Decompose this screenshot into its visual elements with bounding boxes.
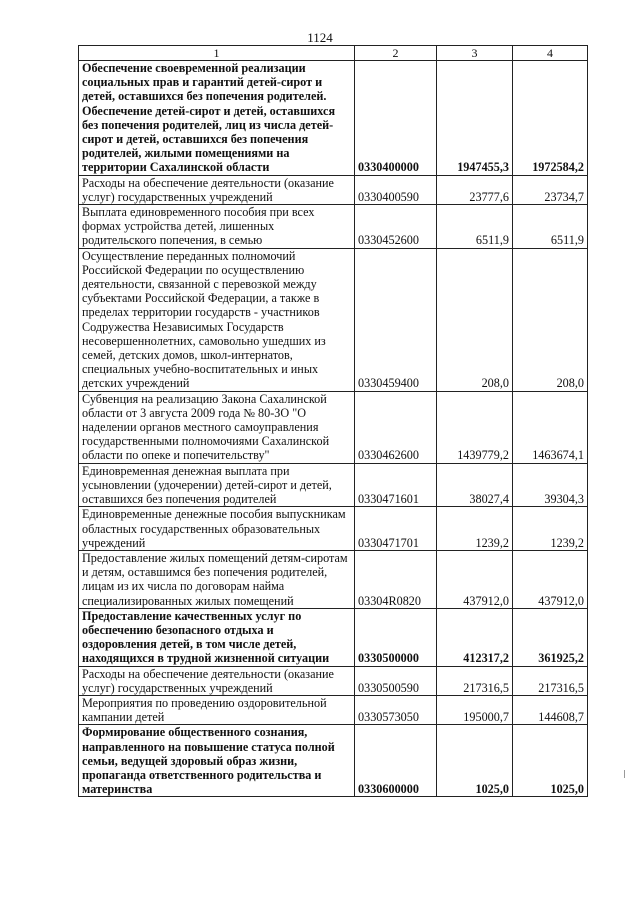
row-code: 0330400000 <box>355 61 437 176</box>
row-value-1: 1439779,2 <box>437 391 513 463</box>
row-value-2: 437912,0 <box>513 550 588 608</box>
row-value-1: 217316,5 <box>437 666 513 695</box>
row-name: Обеспечение своевременной реализации социальных прав и гарантий детей-сирот и детей, оставшихся без попечения родителей. Обеспечение детей-сирот и детей, оставшихся без попечения родителей, лиц из числа детей-сирот и детей, оставшихся без попечения родителей, жилыми помещениями на территории Сахалинской области <box>79 61 355 176</box>
row-code: 03304R0820 <box>355 550 437 608</box>
table-row <box>79 507 588 551</box>
row-code: 0330573050 <box>355 695 437 724</box>
table-row <box>79 61 588 176</box>
row-value-1: 1947455,3 <box>437 61 513 176</box>
column-header-4: 4 <box>513 46 588 61</box>
table-row <box>79 550 588 608</box>
page-number: 1124 <box>307 30 333 45</box>
table-row <box>79 463 588 507</box>
row-code: 0330471701 <box>355 507 437 551</box>
row-value-1: 23777,6 <box>437 175 513 204</box>
table-row <box>79 175 588 204</box>
column-header-1: 1 <box>79 46 355 61</box>
row-name: Мероприятия по проведению оздоровительной кампании детей <box>79 695 355 724</box>
table-row <box>79 608 588 666</box>
row-value-2: 23734,7 <box>513 175 588 204</box>
row-name: Расходы на обеспечение деятельности (оказание услуг) государственных учреждений <box>79 666 355 695</box>
row-value-2: 6511,9 <box>513 205 588 249</box>
row-value-2: 217316,5 <box>513 666 588 695</box>
row-code: 0330400590 <box>355 175 437 204</box>
row-name: Предоставление жилых помещений детям-сиротам и детям, оставшимся без попечения родителей, лицам из их числа по договорам найма специализированных жилых помещений <box>79 550 355 608</box>
table-row <box>79 391 588 463</box>
row-code: 0330471601 <box>355 463 437 507</box>
table-header-row <box>79 46 588 61</box>
row-code: 0330459400 <box>355 248 437 391</box>
table-row <box>79 666 588 695</box>
table-row <box>79 725 588 797</box>
row-value-1: 195000,7 <box>437 695 513 724</box>
column-header-3: 3 <box>437 46 513 61</box>
row-name: Субвенция на реализацию Закона Сахалинской области от 3 августа 2009 года № 80-ЗО "О наделении органов местного самоуправления государственными полномочиями Сахалинской области по опеке и попечительству" <box>79 391 355 463</box>
row-name: Расходы на обеспечение деятельности (оказание услуг) государственных учреждений <box>79 175 355 204</box>
scan-artifact <box>624 770 625 778</box>
column-header-2: 2 <box>355 46 437 61</box>
row-value-2: 361925,2 <box>513 608 588 666</box>
row-value-1: 412317,2 <box>437 608 513 666</box>
row-value-1: 208,0 <box>437 248 513 391</box>
row-name: Выплата единовременного пособия при всех формах устройства детей, лишенных родительского попечения, в семью <box>79 205 355 249</box>
row-name: Единовременная денежная выплата при усыновлении (удочерении) детей-сирот и детей, оставшихся без попечения родителей <box>79 463 355 507</box>
row-name: Формирование общественного сознания, направленного на повышение статуса полной семьи, ведущей здоровый образ жизни, пропаганда ответственного родительства и материнства <box>79 725 355 797</box>
row-value-1: 1239,2 <box>437 507 513 551</box>
row-value-1: 6511,9 <box>437 205 513 249</box>
row-code: 0330462600 <box>355 391 437 463</box>
row-name: Осуществление переданных полномочий Российской Федерации по осуществлению деятельности, связанной с перевозкой между субъектами Российской Федерации, а также в пределах территории государств - участников Содружества Независимых Государств несовершеннолетних, самовольно ушедших из семей, детских домов, школ-интернатов, специальных учебно-воспитательных и иных детских учреждений <box>79 248 355 391</box>
row-value-1: 38027,4 <box>437 463 513 507</box>
row-value-2: 144608,7 <box>513 695 588 724</box>
row-code: 0330452600 <box>355 205 437 249</box>
row-code: 0330500590 <box>355 666 437 695</box>
row-value-2: 1239,2 <box>513 507 588 551</box>
row-name: Предоставление качественных услуг по обеспечению безопасного отдыха и оздоровления детей, в том числе детей, находящихся в трудной жизненной ситуации <box>79 608 355 666</box>
row-name: Единовременные денежные пособия выпускникам областных государственных образовательных учреждений <box>79 507 355 551</box>
row-code: 0330600000 <box>355 725 437 797</box>
row-value-2: 1025,0 <box>513 725 588 797</box>
row-value-2: 208,0 <box>513 248 588 391</box>
row-value-2: 1463674,1 <box>513 391 588 463</box>
budget-table <box>78 45 588 797</box>
row-value-1: 437912,0 <box>437 550 513 608</box>
table-row <box>79 248 588 391</box>
row-value-2: 39304,3 <box>513 463 588 507</box>
row-code: 0330500000 <box>355 608 437 666</box>
row-value-1: 1025,0 <box>437 725 513 797</box>
row-value-2: 1972584,2 <box>513 61 588 176</box>
table-row <box>79 695 588 724</box>
table-row <box>79 205 588 249</box>
